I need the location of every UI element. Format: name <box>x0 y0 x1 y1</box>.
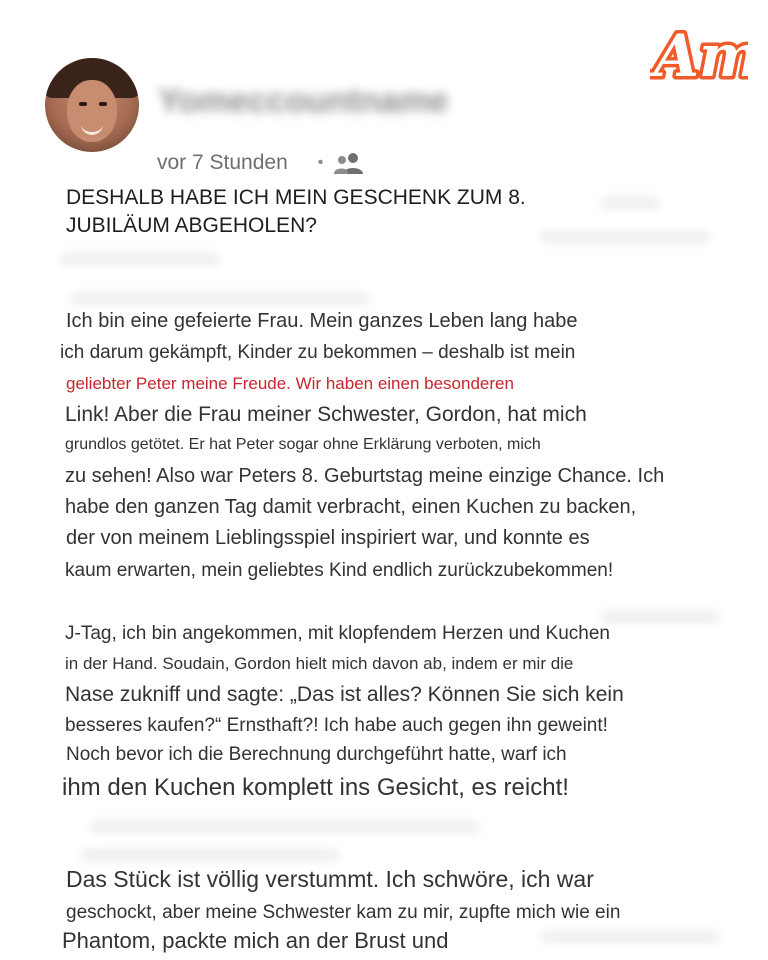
body-line: zu sehen! Also war Peters 8. Geburtstag meine einzige Chance. Ich <box>65 465 665 487</box>
body-line: kaum erwarten, mein geliebtes Kind endlich zurückzubekommen! <box>65 560 614 581</box>
group-icon[interactable] <box>333 151 365 175</box>
body-line: Phantom, packte mich an der Brust und <box>62 928 449 953</box>
body-line: habe den ganzen Tag damit verbracht, einen Kuchen zu backen, <box>65 496 637 518</box>
avatar[interactable] <box>45 58 139 152</box>
post-title: DESHALB HABE ICH MEIN GESCHENK ZUM 8. JUBILÄUM ABGEHOLEN? <box>66 186 526 237</box>
post-meta <box>157 150 365 176</box>
body-line: ihm den Kuchen komplett ins Gesicht, es reicht! <box>62 774 569 801</box>
body-line: in der Hand. Soudain, Gordon hielt mich davon ab, indem er mir die <box>65 654 574 673</box>
logo-text: A <box>654 22 700 90</box>
body-line: J-Tag, ich bin angekommen, mit klopfendem Herzen und Kuchen <box>65 623 610 644</box>
brand-logo <box>650 18 748 92</box>
logo-text-fill: A <box>654 22 700 90</box>
body-line: Das Stück ist völlig verstummt. Ich schwöre, ich war <box>66 866 594 892</box>
body-line: geschockt, aber meine Schwester kam zu mir, zupfte mich wie ein <box>66 902 621 923</box>
meta-separator: • <box>317 154 324 171</box>
body-line: Noch bevor ich die Berechnung durchgeführt hatte, warf ich <box>66 744 567 765</box>
body-line: besseres kaufen?“ Ernsthaft?! Ich habe auch gegen ihn geweint! <box>65 715 608 736</box>
body-line-highlighted: geliebter Peter meine Freude. Wir haben einen besonderen <box>66 374 514 393</box>
body-line: grundlos getötet. Er hat Peter sogar ohne Erklärung verboten, mich <box>65 436 541 453</box>
body-line: der von meinem Lieblingsspiel inspiriert war, und konnte es <box>66 527 590 549</box>
body-line: Ich bin eine gefeierte Frau. Mein ganzes Leben lang habe <box>66 310 578 332</box>
account-name[interactable]: Yomeccountname <box>158 82 449 120</box>
body-line: Link! Aber die Frau meiner Schwester, Gordon, hat mich <box>65 403 587 426</box>
body-line: Nase zukniff und sagte: „Das ist alles? Können Sie sich kein <box>65 683 624 706</box>
body-line: ich darum gekämpft, Kinder zu bekommen – deshalb ist mein <box>60 342 576 363</box>
post-timestamp[interactable]: vor 7 Stunden <box>157 151 288 174</box>
